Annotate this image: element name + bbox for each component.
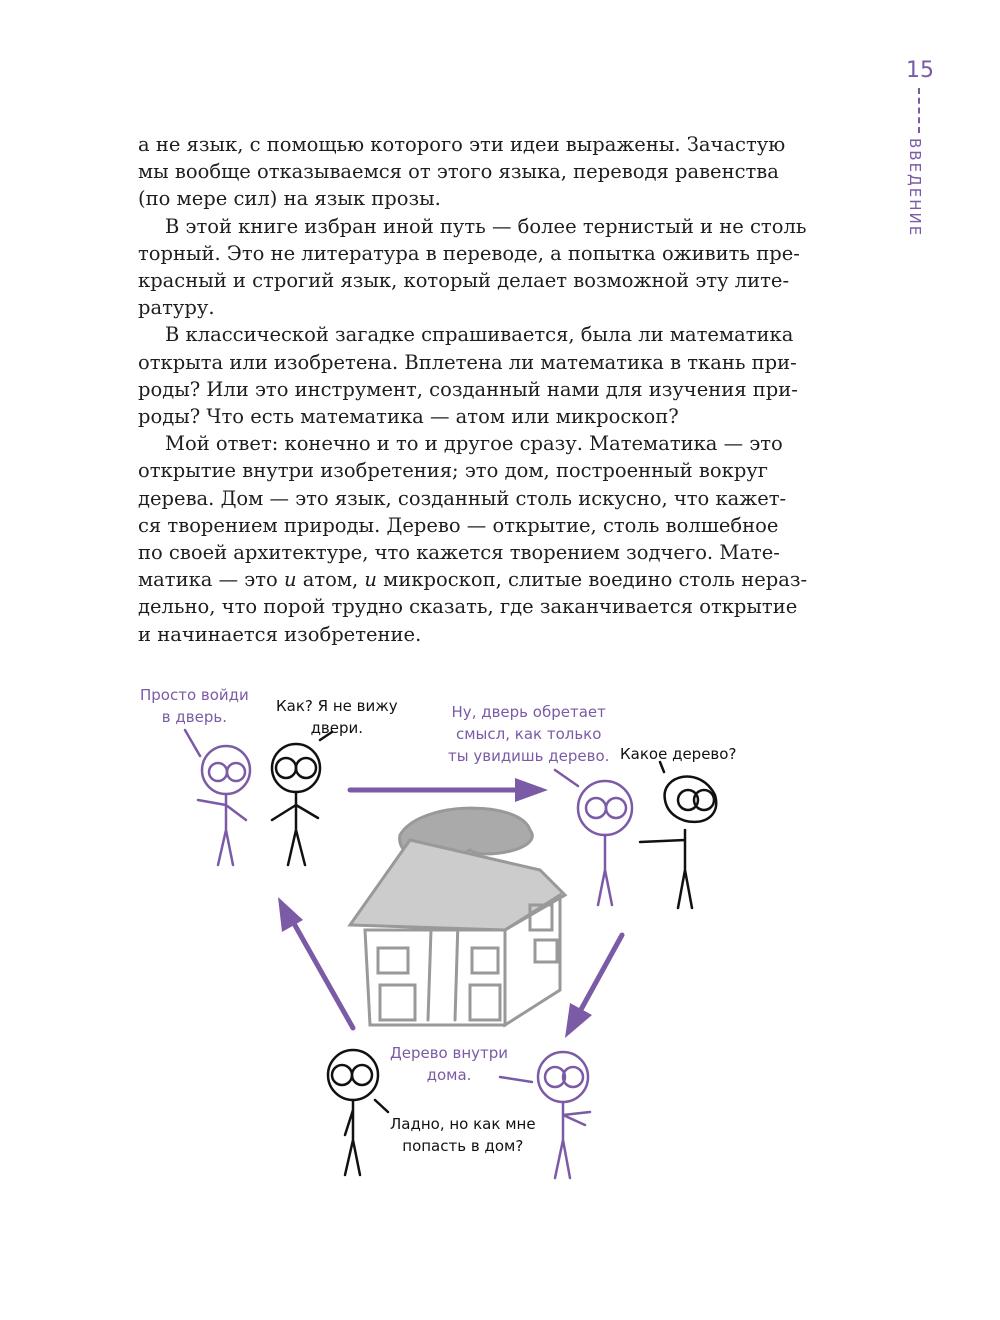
caption-line: Какое дерево? [620, 745, 737, 763]
caption-line: смысл, как только [455, 725, 602, 743]
text-line: по своей архитектуре, что кажется творением зодчего. Мате- [138, 541, 780, 564]
text-line: (по мере сил) на язык прозы. [138, 187, 441, 211]
text-fragment: и [283, 568, 297, 592]
caption-line: Ну, дверь обретает [451, 703, 606, 721]
caption-line: Просто войди [140, 686, 249, 704]
text-fragment: атом, [296, 568, 365, 592]
text-line: роды? Или это инструмент, созданный нами для изучения при- [138, 377, 798, 401]
caption-line: дома. [426, 1066, 472, 1084]
house-with-tree-drawing [350, 808, 565, 1025]
stick-figure-5 [328, 1050, 388, 1175]
caption-just-enter-door [140, 684, 249, 728]
text-line: дельно, что порой трудно сказать, где заканчивается открытие [138, 595, 798, 619]
arrow-up-left [278, 897, 353, 1028]
page-number: 15 [906, 58, 934, 83]
text-line: открытие внутри изобретения; это дом, построенный вокруг [138, 459, 768, 483]
stick-figure-3 [555, 770, 632, 905]
text-line: В классической загадке спрашивается, была ли математика [165, 323, 794, 347]
caption-tree-inside-house [390, 1042, 508, 1086]
text-line: В этой книге избран иной путь — более тернистый и не столь [165, 214, 807, 238]
caption-line: в дверь. [161, 708, 227, 726]
caption-which-tree [620, 743, 736, 765]
stick-figure-4 [640, 762, 716, 908]
text-line: ся творением природы. Дерево — открытие, столь волшебное [138, 513, 779, 537]
text-line: красный и строгий язык, который делает возможной эту лите- [138, 269, 790, 292]
caption-line: Дерево внутри [390, 1044, 509, 1062]
arrow-right [350, 778, 548, 802]
text-line: дерева. Дом — это язык, созданный столь искусно, что кажет- [138, 486, 787, 510]
caption-line: Как? Я не вижу [276, 697, 398, 715]
text-line: и начинается изобретение. [138, 622, 422, 646]
text-line: открыта или изобретена. Вплетена ли математика в ткань при- [138, 350, 797, 374]
text-fragment: матика — это [138, 568, 284, 592]
stick-figure-2 [272, 732, 332, 865]
caption-door-makes-sense [448, 701, 609, 767]
caption-how-get-in [390, 1113, 536, 1157]
text-fragment: микроскоп, слитые воедино столь нераз- [376, 568, 808, 592]
section-title: ВВЕДЕНИЕ [906, 138, 924, 238]
text-fragment: и [364, 568, 377, 592]
caption-line: Ладно, но как мне [390, 1115, 536, 1133]
text-line: мы вообще отказываемся от этого языка, переводя равенства [138, 160, 779, 184]
text-line: Мой ответ: конечно и то и другое сразу. Математика — это [165, 432, 783, 456]
text-line: ратуру. [138, 296, 215, 320]
caption-line: попасть в дом? [402, 1137, 524, 1155]
caption-cant-see-door [276, 695, 398, 739]
text-line: роды? Что есть математика — атом или микроскоп? [138, 405, 679, 428]
arrow-down-left [565, 935, 622, 1038]
text-line: а не язык, с помощью которого эти идеи выражены. Зачастую [138, 133, 786, 156]
stick-figure-1 [185, 730, 250, 865]
caption-line: двери. [310, 719, 364, 737]
caption-line: ты увидишь дерево. [448, 747, 610, 765]
text-line: торный. Это не литература в переводе, а попытка оживить пре- [138, 241, 800, 265]
